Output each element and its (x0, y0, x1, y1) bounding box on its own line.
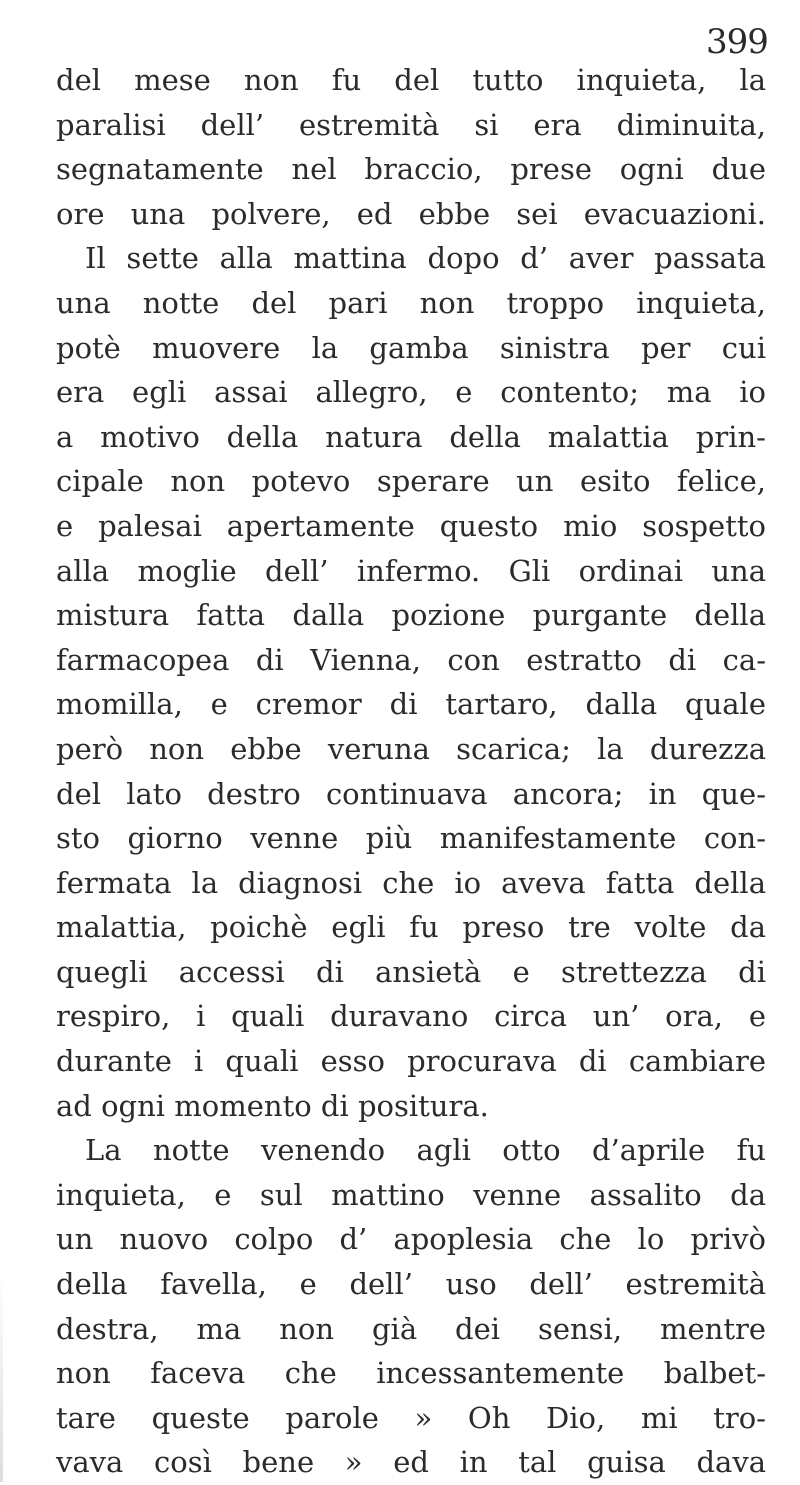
text-line: ore una polvere, ed ebbe sei evacuazioni. (56, 196, 766, 231)
text-line: La notte venendo agli otto d’aprile fu (85, 1133, 766, 1168)
text-line: inquieta, e sul mattino venne assalito da (56, 1177, 766, 1212)
text-line: un nuovo colpo d’ apoplesia che lo privò (56, 1222, 766, 1257)
text-line: una notte del pari non troppo inquieta, (56, 285, 766, 320)
text-line: farmacopea di Vienna, con estratto di ca- (56, 642, 766, 677)
body-text (56, 58, 766, 1485)
text-line: non faceva che incessantemente balbet- (56, 1356, 766, 1391)
text-line: durante i quali esso procurava di cambiare (56, 1044, 766, 1079)
text-line: sto giorno venne più manifestamente con- (56, 821, 766, 856)
text-line: vava così bene » ed in tal guisa dava (56, 1445, 766, 1480)
text-line: del mese non fu del tutto inquieta, la (56, 63, 766, 97)
text-line: del lato destro continuava ancora; in que- (56, 776, 766, 811)
text-line: però non ebbe veruna scarica; la durezza (56, 731, 766, 766)
page-number: 399 (706, 22, 768, 62)
text-line: alla moglie dell’ infermo. Gli ordinai una (56, 553, 766, 588)
scan-shadow (0, 1270, 3, 1482)
text-line: cipale non potevo sperare un esito felice, (56, 464, 766, 499)
text-line: Il sette alla mattina dopo d’ aver passata (85, 241, 766, 276)
text-line: della favella, e dell’ uso dell’ estremità (56, 1267, 766, 1302)
text-line: segnatamente nel braccio, prese ogni due (56, 152, 766, 187)
text-line: fermata la diagnosi che io aveva fatta della (56, 865, 766, 900)
text-line: quegli accessi di ansietà e strettezza di (56, 954, 766, 989)
text-line: momilla, e cremor di tartaro, dalla quale (56, 687, 766, 722)
text-line: tare queste parole » Oh Dio, mi tro- (56, 1400, 766, 1435)
text-line: respiro, i quali duravano circa un’ ora, e (56, 999, 766, 1034)
text-line: mistura fatta dalla pozione purgante della (56, 598, 766, 633)
text-line: e palesai apertamente questo mio sospetto (56, 508, 766, 543)
text-line: malattia, poichè egli fu preso tre volte da (56, 910, 766, 945)
text-line: a motivo della natura della malattia prin- (56, 419, 766, 454)
text-line: destra, ma non già dei sensi, mentre (56, 1311, 766, 1346)
text-line: ad ogni momento di positura. (56, 1088, 489, 1123)
text-line: paralisi dell’ estremità si era diminuita, (56, 107, 766, 142)
text-line: era egli assai allegro, e contento; ma io (56, 375, 766, 410)
text-line: potè muovere la gamba sinistra per cui (56, 330, 766, 365)
